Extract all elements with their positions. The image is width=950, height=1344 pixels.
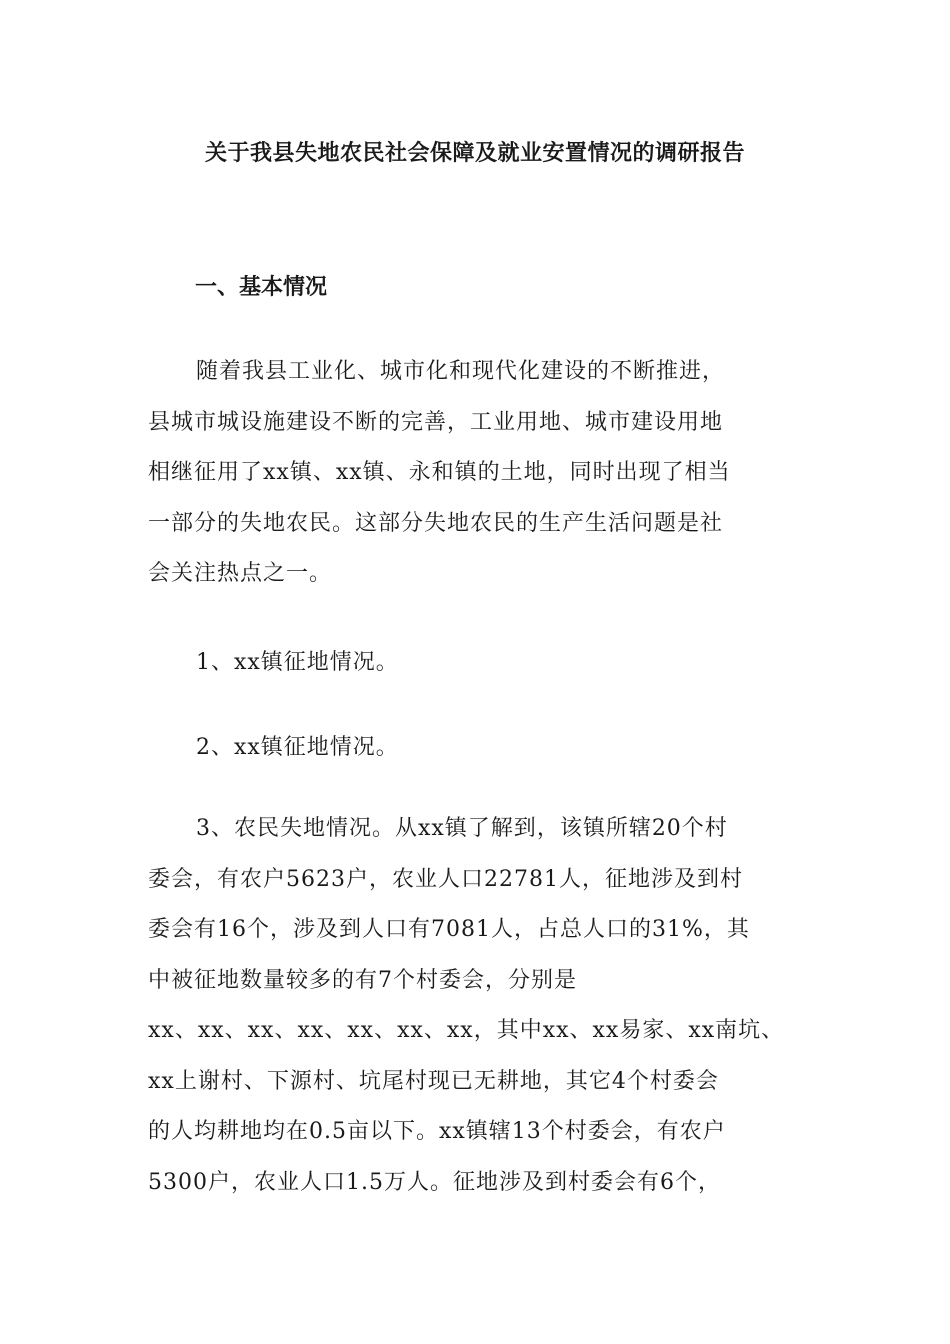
list-item-1: 1、xx镇征地情况。 [196,650,399,675]
item-3-paragraph [148,804,848,1208]
item-3-line: 委会有16个，涉及到人口有7081人，占总人口的31%，其 [148,917,750,942]
list-item-2: 2、xx镇征地情况。 [196,735,399,760]
document-title: 关于我县失地农民社会保障及就业安置情况的调研报告 [204,140,745,166]
section-heading: 一、基本情况 [195,274,328,300]
item-3-line: 委会，有农户5623户，农业人口22781人，征地涉及到村 [148,866,743,892]
intro-line: 随着我县工业化、城市化和现代化建设的不断推进， [196,359,726,384]
intro-line: 会关注热点之一。 [148,561,333,586]
item-3-line: 3、农民失地情况。从xx镇了解到，该镇所辖20个村 [196,816,728,841]
intro-line: 县城市城设施建设不断的完善，工业用地、城市建设用地 [148,409,724,435]
item-3-line: 5300户，农业人口1.5万人。征地涉及到村委会有6个， [148,1169,721,1195]
item-3-line: 的人均耕地均在0.5亩以下。xx镇辖13个村委会，有农户 [148,1119,726,1144]
intro-line: 一部分的失地农民。这部分失地农民的生产生活问题是社 [148,510,724,536]
item-3-line: xx上谢村、下源村、坑尾村现已无耕地，其它4个村委会 [148,1068,719,1094]
item-3-line: 中被征地数量较多的有7个村委会，分别是 [148,967,577,993]
item-3-line: xx、xx、xx、xx、xx、xx、xx，其中xx、xx易家、xx南坑、 [148,1018,785,1043]
intro-paragraph [148,347,848,600]
intro-line: 相继征用了xx镇、xx镇、永和镇的土地，同时出现了相当 [148,460,731,485]
